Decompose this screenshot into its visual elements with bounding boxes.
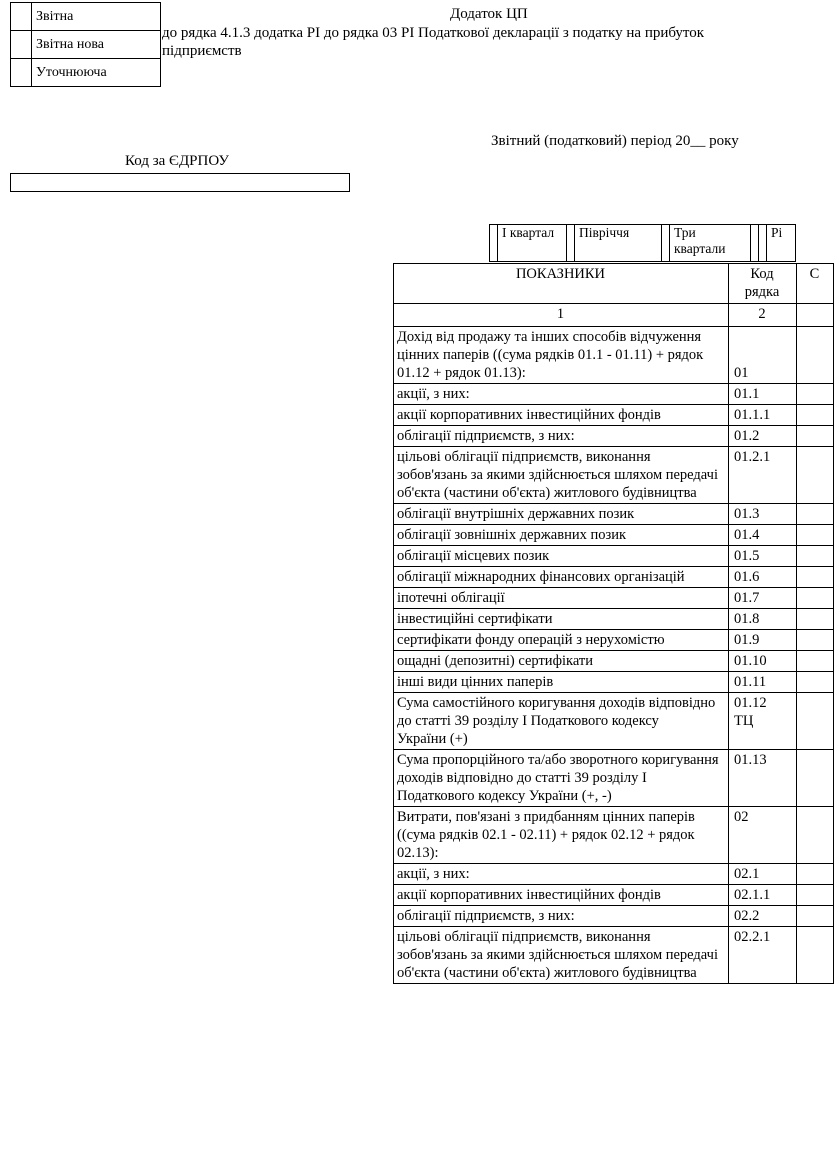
period-selector: [489, 224, 796, 262]
period-checkbox[interactable]: [662, 225, 670, 262]
column-number: 2: [729, 304, 797, 327]
indicator-label: цільові облігації підприємств, виконання зобов'язань за якими здійснюється шляхом передачі об'єкта (частини об'єкта) житлового будівництва: [394, 447, 729, 504]
period-checkbox[interactable]: [751, 225, 759, 262]
table-row: [394, 864, 834, 885]
indicator-label: облігації підприємств, з них:: [394, 906, 729, 927]
amount-cell[interactable]: [797, 927, 834, 984]
amount-cell[interactable]: [797, 426, 834, 447]
header-indicators: ПОКАЗНИКИ: [394, 264, 729, 304]
table-row: [394, 906, 834, 927]
amount-cell[interactable]: [797, 807, 834, 864]
amount-cell[interactable]: [797, 864, 834, 885]
column-number: 1: [394, 304, 729, 327]
row-code: 02.2: [729, 906, 797, 927]
report-type-table: [10, 2, 161, 87]
appendix-title: Додаток ЦП: [450, 6, 528, 22]
amount-cell[interactable]: [797, 546, 834, 567]
indicator-label: акції корпоративних інвестиційних фондів: [394, 885, 729, 906]
appendix-subtitle: до рядка 4.1.3 додатка РІ до рядка 03 РІ Податкової декларації з податку на прибуток підприємств: [162, 25, 705, 59]
indicator-label: Сума самостійного коригування доходів відповідно до статті 39 розділу I Податкового кодексу України (+): [394, 693, 729, 750]
period-option-label: Півріччя: [575, 225, 662, 262]
row-code: 01.5: [729, 546, 797, 567]
table-row: [394, 567, 834, 588]
period-checkbox[interactable]: [490, 225, 498, 262]
report-type-checkbox[interactable]: [11, 3, 32, 31]
amount-cell[interactable]: [797, 447, 834, 504]
row-code: 01.1.1: [729, 405, 797, 426]
amount-cell[interactable]: [797, 384, 834, 405]
table-row: [394, 630, 834, 651]
indicator-label: акції, з них:: [394, 864, 729, 885]
indicator-label: облігації зовнішніх державних позик: [394, 525, 729, 546]
indicator-label: Витрати, пов'язані з придбанням цінних паперів ((сума рядків 02.1 - 02.11) + рядок 02.12 + рядок 02.13):: [394, 807, 729, 864]
indicator-label: ощадні (депозитні) сертифікати: [394, 651, 729, 672]
report-type-label: Уточнююча: [32, 59, 161, 87]
row-code: 01.2.1: [729, 447, 797, 504]
report-type-row: [11, 3, 161, 31]
row-code: 01.2: [729, 426, 797, 447]
report-type-label: Звітна нова: [32, 31, 161, 59]
amount-cell[interactable]: [797, 567, 834, 588]
report-type-row: [11, 59, 161, 87]
indicator-label: сертифікати фонду операцій з нерухомістю: [394, 630, 729, 651]
period-checkbox[interactable]: [759, 225, 767, 262]
amount-cell[interactable]: [797, 672, 834, 693]
table-row: [394, 384, 834, 405]
amount-cell[interactable]: [797, 609, 834, 630]
indicator-label: цільові облігації підприємств, виконання зобов'язань за якими здійснюється шляхом передачі об'єкта (частини об'єкта) житлового будівництва: [394, 927, 729, 984]
row-code: 01.3: [729, 504, 797, 525]
table-row: [394, 546, 834, 567]
amount-cell[interactable]: [797, 525, 834, 546]
row-code: 01.10: [729, 651, 797, 672]
table-row: [394, 927, 834, 984]
indicator-label: інвестиційні сертифікати: [394, 609, 729, 630]
amount-cell[interactable]: [797, 693, 834, 750]
row-code: 01.13: [729, 750, 797, 807]
amount-cell[interactable]: [797, 651, 834, 672]
table-row: [394, 405, 834, 426]
reporting-period-line: Звітний (податковий) період 20__ року: [491, 133, 739, 149]
amount-cell[interactable]: [797, 588, 834, 609]
table-row: [394, 885, 834, 906]
indicator-label: акції, з них:: [394, 384, 729, 405]
amount-cell[interactable]: [797, 750, 834, 807]
row-code: 02.1.1: [729, 885, 797, 906]
table-header-row: [394, 264, 834, 304]
column-number-row: [394, 304, 834, 327]
table-row: [394, 447, 834, 504]
row-code: 01: [729, 327, 797, 384]
indicator-label: іпотечні облігації: [394, 588, 729, 609]
report-type-row: [11, 31, 161, 59]
table-row: [394, 525, 834, 546]
period-checkbox[interactable]: [567, 225, 575, 262]
indicators-table: [393, 263, 834, 984]
row-code: 01.8: [729, 609, 797, 630]
table-row: [394, 327, 834, 384]
row-code: 01.4: [729, 525, 797, 546]
row-code: 01.11: [729, 672, 797, 693]
indicator-label: інші види цінних паперів: [394, 672, 729, 693]
indicator-label: облігації підприємств, з них:: [394, 426, 729, 447]
amount-cell[interactable]: [797, 630, 834, 651]
report-type-checkbox[interactable]: [11, 59, 32, 87]
report-type-label: Звітна: [32, 3, 161, 31]
table-row: [394, 426, 834, 447]
row-code: 02.1: [729, 864, 797, 885]
table-row: [394, 588, 834, 609]
table-row: [394, 672, 834, 693]
report-type-checkbox[interactable]: [11, 31, 32, 59]
row-code: 01.1: [729, 384, 797, 405]
table-row: [394, 651, 834, 672]
table-row: [394, 609, 834, 630]
row-code: 02: [729, 807, 797, 864]
row-code: 01.9: [729, 630, 797, 651]
header-amount: С: [797, 264, 834, 304]
table-row: [394, 807, 834, 864]
period-option-label: Три квартали: [670, 225, 751, 262]
amount-cell[interactable]: [797, 504, 834, 525]
amount-cell[interactable]: [797, 327, 834, 384]
edrpou-label: Код за ЄДРПОУ: [125, 153, 229, 169]
edrpou-input[interactable]: [10, 173, 350, 192]
amount-cell[interactable]: [797, 906, 834, 927]
row-code: 01.7: [729, 588, 797, 609]
indicator-label: Сума пропорційного та/або зворотного коригування доходів відповідно до статті 39 розділу I Податкового кодексу України (+, -): [394, 750, 729, 807]
row-code: 01.12 ТЦ: [729, 693, 797, 750]
row-code: 02.2.1: [729, 927, 797, 984]
table-row: [394, 504, 834, 525]
table-row: [394, 693, 834, 750]
column-number: [797, 304, 834, 327]
table-row: [394, 750, 834, 807]
period-option-label: І квартал: [498, 225, 567, 262]
period-option-label: Рі: [767, 225, 796, 262]
indicator-label: облігації міжнародних фінансових організацій: [394, 567, 729, 588]
amount-cell[interactable]: [797, 405, 834, 426]
indicator-label: Дохід від продажу та інших способів відчуження цінних паперів ((сума рядків 01.1 - 01.11) + рядок 01.12 + рядок 01.13):: [394, 327, 729, 384]
indicator-label: акції корпоративних інвестиційних фондів: [394, 405, 729, 426]
amount-cell[interactable]: [797, 885, 834, 906]
row-code: 01.6: [729, 567, 797, 588]
indicator-label: облігації місцевих позик: [394, 546, 729, 567]
header-row-code: Код рядка: [729, 264, 797, 304]
indicator-label: облігації внутрішніх державних позик: [394, 504, 729, 525]
